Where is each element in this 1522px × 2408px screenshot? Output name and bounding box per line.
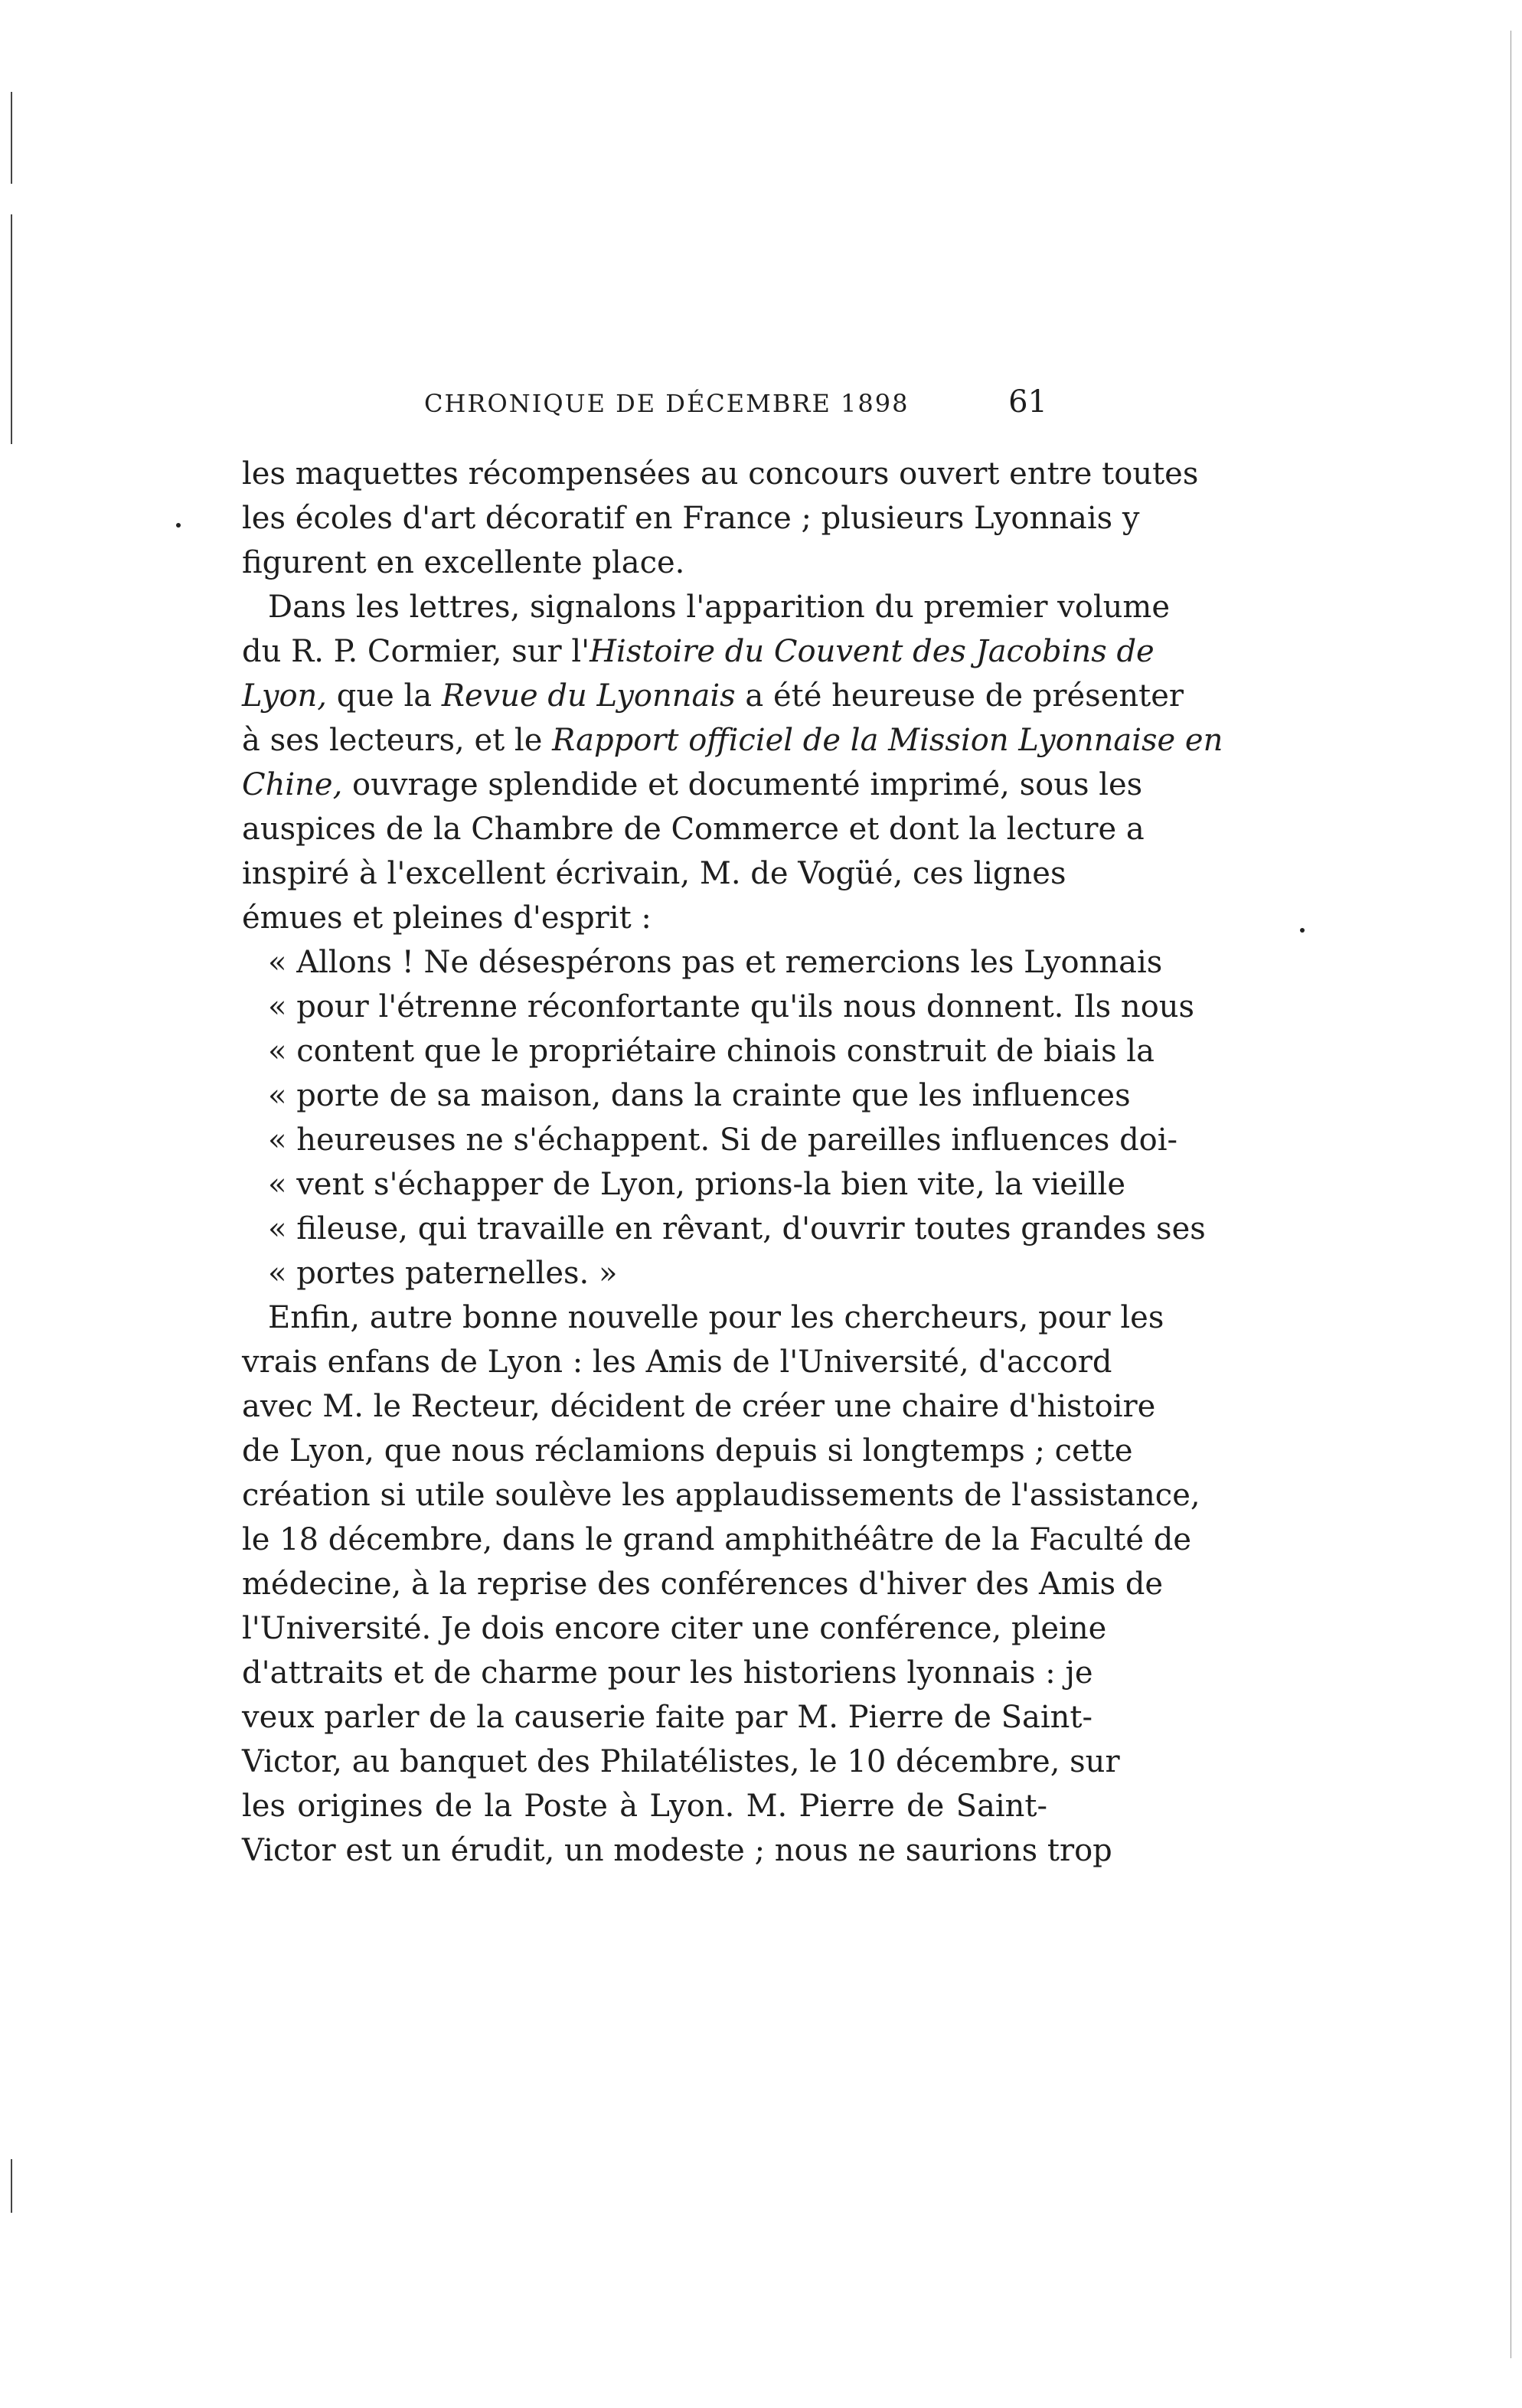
text-line: avec M. le Recteur, décident de créer une chaire d'histoire	[242, 1389, 1156, 1424]
text-line: émues et pleines d'esprit :	[242, 900, 652, 936]
scan-edge-mark	[11, 92, 12, 184]
text-line: vrais enfans de Lyon : les Amis de l'Université, d'accord	[242, 1344, 1112, 1380]
running-title: CHRONIQUE DE DÉCEMBRE 1898	[424, 389, 910, 418]
text-line: figurent en excellente place.	[242, 545, 685, 580]
text-line: Lyon, que la Revue du Lyonnais a été heureuse de présenter	[242, 678, 1184, 714]
text-line: veux parler de la causerie faite par M. Pierre de Saint-	[242, 1700, 1093, 1735]
scan-edge-mark	[11, 2159, 12, 2213]
journal-title: Revue du Lyonnais	[441, 678, 736, 714]
ink-speck	[1300, 928, 1305, 933]
text-line: auspices de la Chambre de Commerce et dont la lecture a	[242, 812, 1145, 847]
text-line: Victor est un érudit, un modeste ; nous ne saurions trop	[242, 1833, 1112, 1868]
text-line: à ses lecteurs, et le Rapport officiel de la Mission Lyonnaise en	[242, 723, 1223, 758]
quote-line: « porte de sa maison, dans la crainte que les influences	[268, 1078, 1131, 1113]
book-title: Lyon,	[242, 678, 328, 714]
quote-line: « content que le propriétaire chinois construit de biais la	[268, 1034, 1155, 1069]
text-line: l'Université. Je dois encore citer une conférence, pleine	[242, 1611, 1107, 1646]
quote-line: « fileuse, qui travaille en rêvant, d'ouvrir toutes grandes ses	[268, 1211, 1206, 1246]
text-line: médecine, à la reprise des conférences d'hiver des Amis de	[242, 1567, 1164, 1602]
text-line: les origines de la Poste à Lyon. M. Pierre de Saint-	[242, 1789, 1047, 1824]
text-line: du R. P. Cormier, sur l'Histoire du Couvent des Jacobins de	[242, 634, 1155, 669]
quotation	[242, 940, 1206, 1295]
scan-edge-mark	[11, 214, 12, 444]
text-line: inspiré à l'excellent écrivain, M. de Vogüé, ces lignes	[242, 856, 1066, 891]
text-line: création si utile soulève les applaudissements de l'assistance,	[242, 1478, 1200, 1513]
report-title: Rapport officiel de la Mission Lyonnaise en	[552, 723, 1223, 758]
quote-line: « portes paternelles. »	[268, 1256, 618, 1291]
quote-line: « vent s'échapper de Lyon, prions-la bien vite, la vieille	[268, 1167, 1125, 1202]
text-line: les écoles d'art décoratif en France ; plusieurs Lyonnais y	[242, 501, 1140, 536]
text-line: Dans les lettres, signalons l'apparition du premier volume	[268, 590, 1170, 625]
page-header	[242, 383, 1047, 429]
ink-speck	[176, 523, 181, 528]
text-line: les maquettes récompensées au concours ouvert entre toutes	[242, 456, 1199, 492]
page-number: 61	[1008, 384, 1047, 420]
quote-line: « Allons ! Ne désespérons pas et remercions les Lyonnais	[268, 945, 1163, 980]
text-line: d'attraits et de charme pour les historiens lyonnais : je	[242, 1655, 1093, 1691]
text-line: de Lyon, que nous réclamions depuis si longtemps ; cette	[242, 1433, 1133, 1469]
report-title: Chine,	[242, 767, 343, 802]
text-line: Victor, au banquet des Philatélistes, le 10 décembre, sur	[242, 1744, 1120, 1779]
quote-line: « heureuses ne s'échappent. Si de pareilles influences doi-	[268, 1122, 1178, 1158]
book-title: Histoire du Couvent des Jacobins de	[590, 634, 1155, 669]
text-line: le 18 décembre, dans le grand amphithéâtre de la Faculté de	[242, 1522, 1191, 1557]
quote-line: « pour l'étrenne réconfortante qu'ils nous donnent. Ils nous	[268, 989, 1195, 1024]
text-line: Enfin, autre bonne nouvelle pour les chercheurs, pour les	[268, 1300, 1164, 1335]
body-text	[242, 452, 1223, 1873]
text-line: Chine, ouvrage splendide et documenté imprimé, sous les	[242, 767, 1143, 802]
